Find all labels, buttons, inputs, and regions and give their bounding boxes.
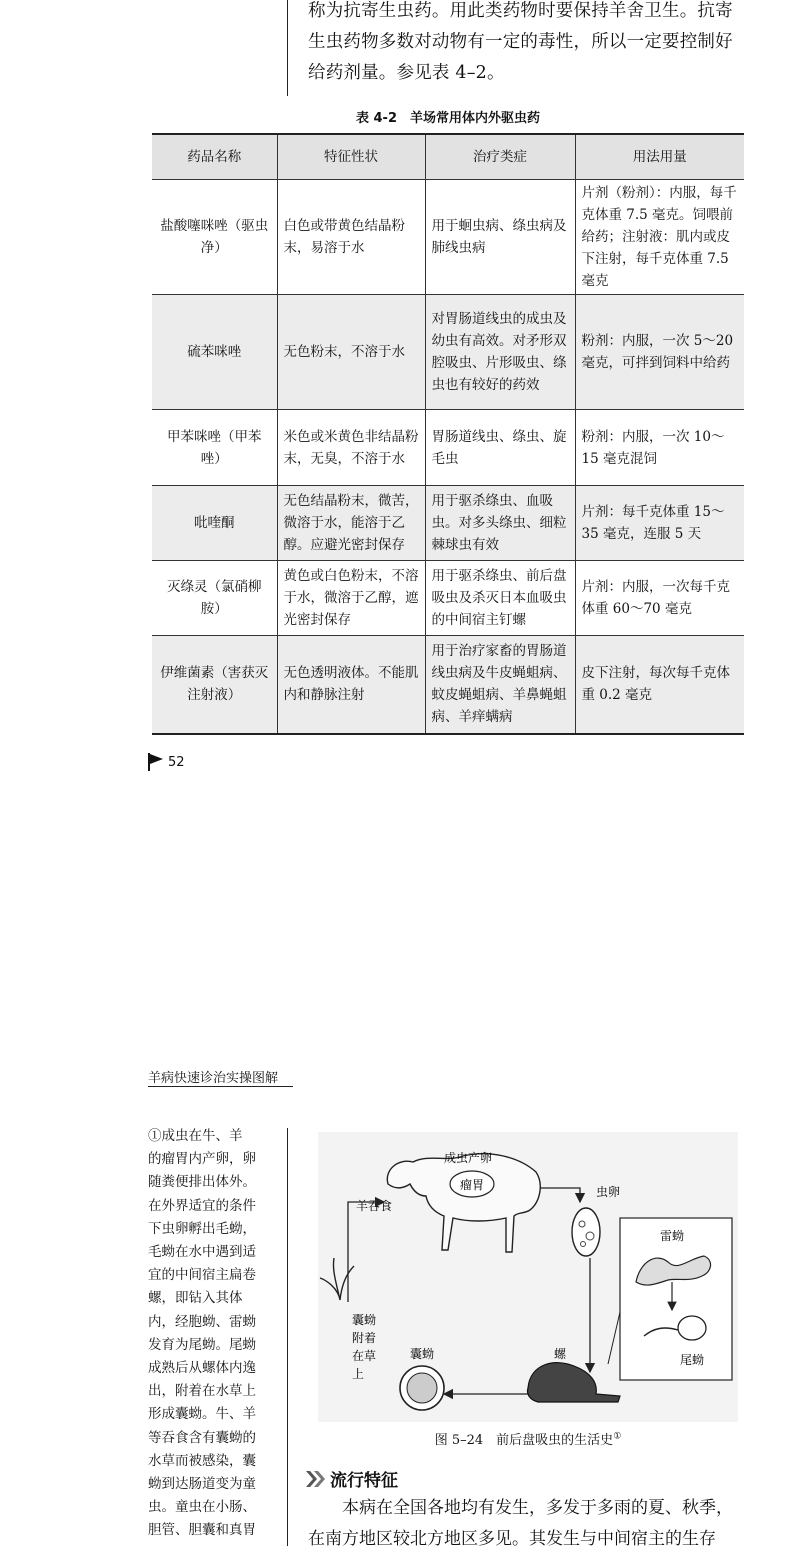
table-row bbox=[152, 180, 744, 295]
cell-name: 硫苯咪唑 bbox=[152, 295, 277, 410]
side-note-line: 成熟后从螺体内逸 bbox=[148, 1360, 256, 1377]
life-cycle-figure bbox=[318, 1132, 738, 1422]
running-head-rule bbox=[148, 1086, 293, 1087]
table-row bbox=[152, 636, 744, 734]
cell-trait: 无色透明液体。不能肌内和静脉注射 bbox=[277, 636, 425, 734]
side-note-line: 水草而被感染，囊 bbox=[148, 1452, 256, 1469]
cell-dosage: 粉剂：内服，一次 5～20 毫克，可拌到饲料中给药 bbox=[575, 295, 744, 410]
cell-trait: 黄色或白色粉末，不溶于水，微溶于乙醇，遮光密封保存 bbox=[277, 561, 425, 636]
side-note-line: 螺，即钻入其体 bbox=[148, 1290, 243, 1307]
header-trait: 特征性状 bbox=[277, 134, 425, 180]
cell-dosage: 片剂（粉剂）：内服，每千克体重 7.5 毫克。饲喂前给药；注射液：肌内或皮下注射，每千克体重 7.5 毫克 bbox=[575, 180, 744, 295]
side-note-line: 毛蚴在水中遇到适 bbox=[148, 1244, 256, 1261]
side-note-line: 的瘤胃内产卵，卵 bbox=[148, 1151, 256, 1168]
footnote-mark: ① bbox=[613, 1431, 622, 1442]
side-note-line: 出，附着在水草上 bbox=[148, 1383, 256, 1400]
header-drug-name: 药品名称 bbox=[152, 134, 277, 180]
double-chevron-icon bbox=[306, 1470, 328, 1488]
cell-name: 灭绦灵（氯硝柳胺） bbox=[152, 561, 277, 636]
life-cycle-diagram bbox=[318, 1132, 738, 1422]
table-header-row bbox=[152, 134, 744, 180]
egg-icon bbox=[572, 1208, 600, 1256]
figure-caption-text: 图 5–24 前后盘吸虫的生活史 bbox=[434, 1433, 614, 1448]
label-attach: 附着 bbox=[352, 1331, 377, 1345]
cell-name: 甲苯咪唑（甲苯唑） bbox=[152, 410, 277, 486]
header-dosage: 用法用量 bbox=[575, 134, 744, 180]
cell-indication: 用于治疗家畜的胃肠道线虫病及牛皮蝇蛆病、蚊皮蝇蛆病、羊鼻蝇蛆病、羊痒螨病 bbox=[425, 636, 575, 734]
margin-rule bbox=[287, 1128, 288, 1546]
dewormer-table bbox=[152, 133, 744, 735]
cell-indication: 用于蛔虫病、绦虫病及肺线虫病 bbox=[425, 180, 575, 295]
label-egg: 虫卵 bbox=[596, 1185, 621, 1199]
side-note-line: 宜的中间宿主扁卷 bbox=[148, 1267, 256, 1284]
page-number-text: 52 bbox=[168, 754, 185, 770]
intro-paragraph bbox=[308, 0, 758, 89]
page-number bbox=[148, 753, 185, 771]
body-line: 在南方地区较北方地区多见。其发生与中间宿主的生存 bbox=[308, 1529, 716, 1549]
flag-icon bbox=[148, 753, 164, 771]
cell-trait: 无色粉末，不溶于水 bbox=[277, 295, 425, 410]
cell-dosage: 粉剂：内服，一次 10～15 毫克混饲 bbox=[575, 410, 744, 486]
table-row bbox=[152, 410, 744, 486]
cell-indication: 胃肠道线虫、绦虫、旋毛虫 bbox=[425, 410, 575, 486]
cell-dosage: 片剂：每千克体重 15～35 毫克，连服 5 天 bbox=[575, 486, 744, 561]
section-heading bbox=[306, 1466, 398, 1491]
cell-name: 盐酸噻咪唑（驱虫净） bbox=[152, 180, 277, 295]
table-caption: 表 4-2 羊场常用体内外驱虫药 bbox=[355, 111, 540, 126]
intro-line: 生虫药物多数对动物有一定的毒性，所以一定要控制好 bbox=[308, 32, 733, 52]
intro-line: 称为抗寄生虫药。用此类药物时要保持羊舍卫生。抗寄 bbox=[308, 1, 733, 21]
header-indication: 治疗类症 bbox=[425, 134, 575, 180]
label-attach: 囊蚴 bbox=[352, 1313, 377, 1327]
body-line: 本病在全国各地均有发生，多发于多雨的夏、秋季， bbox=[342, 1498, 733, 1518]
table-row bbox=[152, 295, 744, 410]
label-sheep-eat: 羊吞食 bbox=[356, 1199, 393, 1213]
label-redia: 雷蚴 bbox=[659, 1229, 685, 1243]
table-row bbox=[152, 561, 744, 636]
cell-trait: 白色或带黄色结晶粉末，易溶于水 bbox=[277, 180, 425, 295]
cell-name: 吡喹酮 bbox=[152, 486, 277, 561]
running-head: 羊病快速诊治实操图解 bbox=[148, 1071, 279, 1086]
label-cyst: 囊蚴 bbox=[409, 1347, 435, 1361]
side-note-line: 虫。童虫在小肠、 bbox=[148, 1499, 256, 1516]
side-note-line: 发育为尾蚴。尾蚴 bbox=[148, 1336, 256, 1353]
label-cercaria: 尾蚴 bbox=[679, 1353, 705, 1367]
cell-indication: 用于驱杀绦虫、前后盘吸虫及杀灭日本血吸虫的中间宿主钉螺 bbox=[425, 561, 575, 636]
side-note-line: ①成虫在牛、羊 bbox=[148, 1128, 243, 1144]
side-note-line: 胆管、胆囊和真胃 bbox=[148, 1522, 256, 1539]
label-attach: 在草 bbox=[352, 1349, 377, 1363]
intro-line: 给药剂量。参见表 4–2。 bbox=[308, 63, 505, 83]
side-note bbox=[148, 1125, 273, 1543]
side-note-line: 蚴到达肠道变为童 bbox=[148, 1476, 256, 1493]
margin-rule bbox=[287, 0, 288, 96]
label-snail: 螺 bbox=[554, 1347, 567, 1361]
side-note-line: 形成囊蚴。牛、羊 bbox=[148, 1406, 256, 1423]
cell-trait: 无色结晶粉末，微苦，微溶于水，能溶于乙醇。应避光密封保存 bbox=[277, 486, 425, 561]
cell-indication: 用于驱杀绦虫、血吸虫。对多头绦虫、细粒棘球虫有效 bbox=[425, 486, 575, 561]
side-note-line: 随粪便排出体外。 bbox=[148, 1174, 256, 1191]
label-rumen: 瘤胃 bbox=[459, 1178, 485, 1192]
figure-caption bbox=[318, 1429, 738, 1448]
section-title: 流行特征 bbox=[330, 1471, 398, 1491]
label-adult-eggs: 成虫产卵 bbox=[443, 1151, 493, 1165]
side-note-line: 内，经胞蚴、雷蚴 bbox=[148, 1313, 256, 1330]
cell-dosage: 片剂：内服，一次每千克体重 60～70 毫克 bbox=[575, 561, 744, 636]
side-note-line: 在外界适宜的条件 bbox=[148, 1197, 256, 1214]
cell-name: 伊维菌素（害获灭注射液） bbox=[152, 636, 277, 734]
label-attach: 上 bbox=[352, 1367, 365, 1381]
cell-trait: 米色或米黄色非结晶粉末，无臭，不溶于水 bbox=[277, 410, 425, 486]
table-row bbox=[152, 486, 744, 561]
cell-indication: 对胃肠道线虫的成虫及幼虫有高效。对矛形双腔吸虫、片形吸虫、绦虫也有较好的药效 bbox=[425, 295, 575, 410]
side-note-line: 等吞食含有囊蚴的 bbox=[148, 1429, 256, 1446]
cell-dosage: 皮下注射，每次每千克体重 0.2 毫克 bbox=[575, 636, 744, 734]
cyst-icon bbox=[400, 1366, 444, 1410]
side-note-line: 下虫卵孵出毛蚴， bbox=[148, 1220, 256, 1237]
